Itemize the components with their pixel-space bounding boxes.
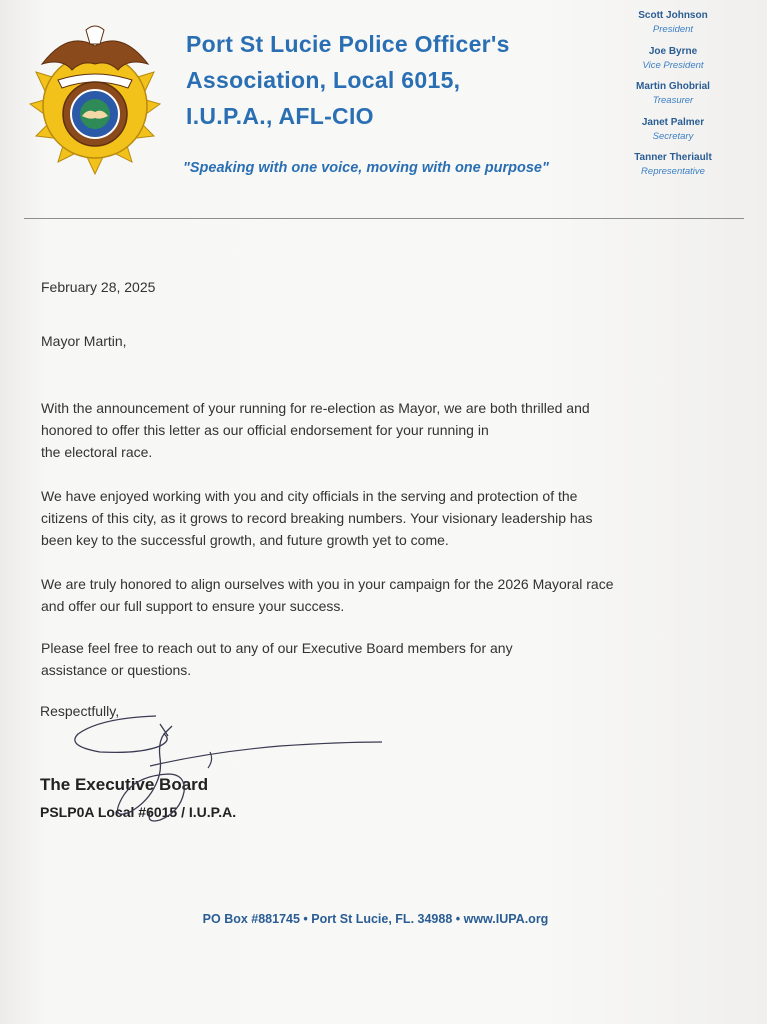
tagline: "Speaking with one voice, moving with one purpose" — [183, 160, 549, 176]
paragraph-line: Please feel free to reach out to any of our Executive Board members for any — [41, 640, 513, 656]
header-divider — [24, 218, 744, 219]
officer-name: Janet Palmer — [641, 116, 705, 128]
paragraph-line: We have enjoyed working with you and city officials in the serving and protection of the — [41, 488, 578, 504]
paragraph-line: honored to offer this letter as our official endorsement for your running in — [41, 422, 489, 438]
handwritten-signature — [60, 712, 400, 832]
paragraph-line: been key to the successful growth, and future growth yet to come. — [41, 532, 449, 548]
officer-entry — [622, 9, 724, 45]
org-name-line-2: Association, Local 6015, — [186, 67, 461, 93]
paragraph-line: and offer our full support to ensure your success. — [41, 598, 345, 614]
officer-name: Joe Byrne — [648, 45, 698, 57]
police-badge-logo — [28, 24, 162, 178]
signer-affiliation: PSLP0A Local #6015 / I.U.P.A. — [40, 804, 237, 820]
officer-name: Martin Ghobrial — [636, 81, 710, 92]
salutation: Mayor Martin, — [41, 333, 127, 349]
officer-entry — [622, 80, 724, 116]
officer-entry — [622, 45, 724, 81]
footer-address — [0, 912, 767, 926]
letter-date: February 28, 2025 — [41, 279, 156, 295]
footer-text: PO Box #881745 • Port St Lucie, FL. 34988 • www.IUPA.org — [202, 912, 549, 926]
signer-name: The Executive Board — [40, 775, 209, 794]
officer-role: Secretary — [652, 130, 694, 142]
paragraph-line: the electoral race. — [41, 444, 153, 460]
officer-entry — [622, 151, 724, 187]
officer-role: Representative — [641, 166, 705, 177]
officer-list — [622, 9, 724, 187]
officer-name: Tanner Theriault — [634, 152, 712, 163]
paragraph-1 — [41, 397, 701, 463]
paragraph-line: assistance or questions. — [41, 662, 192, 678]
officer-name: Scott Johnson — [638, 10, 708, 21]
officer-role: Vice President — [642, 59, 704, 71]
paragraph-2 — [41, 485, 701, 551]
officer-role: President — [652, 24, 694, 35]
organization-name — [186, 26, 510, 134]
org-name-line-1: Port St Lucie Police Officer's — [186, 31, 510, 57]
paragraph-line: citizens of this city, as it grows to record breaking numbers. Your visionary leadership has — [41, 510, 593, 526]
paragraph-3 — [41, 573, 701, 617]
paragraph-4 — [41, 637, 701, 681]
officer-role: Treasurer — [652, 95, 694, 106]
org-name-line-3: I.U.P.A., AFL-CIO — [186, 103, 374, 129]
closing: Respectfully, — [40, 703, 120, 719]
paragraph-line: We are truly honored to align ourselves with you in your campaign for the 2026 Mayoral race — [41, 576, 614, 592]
paragraph-line: With the announcement of your running for re-election as Mayor, we are both thrilled and — [41, 400, 590, 416]
officer-entry — [622, 116, 724, 152]
